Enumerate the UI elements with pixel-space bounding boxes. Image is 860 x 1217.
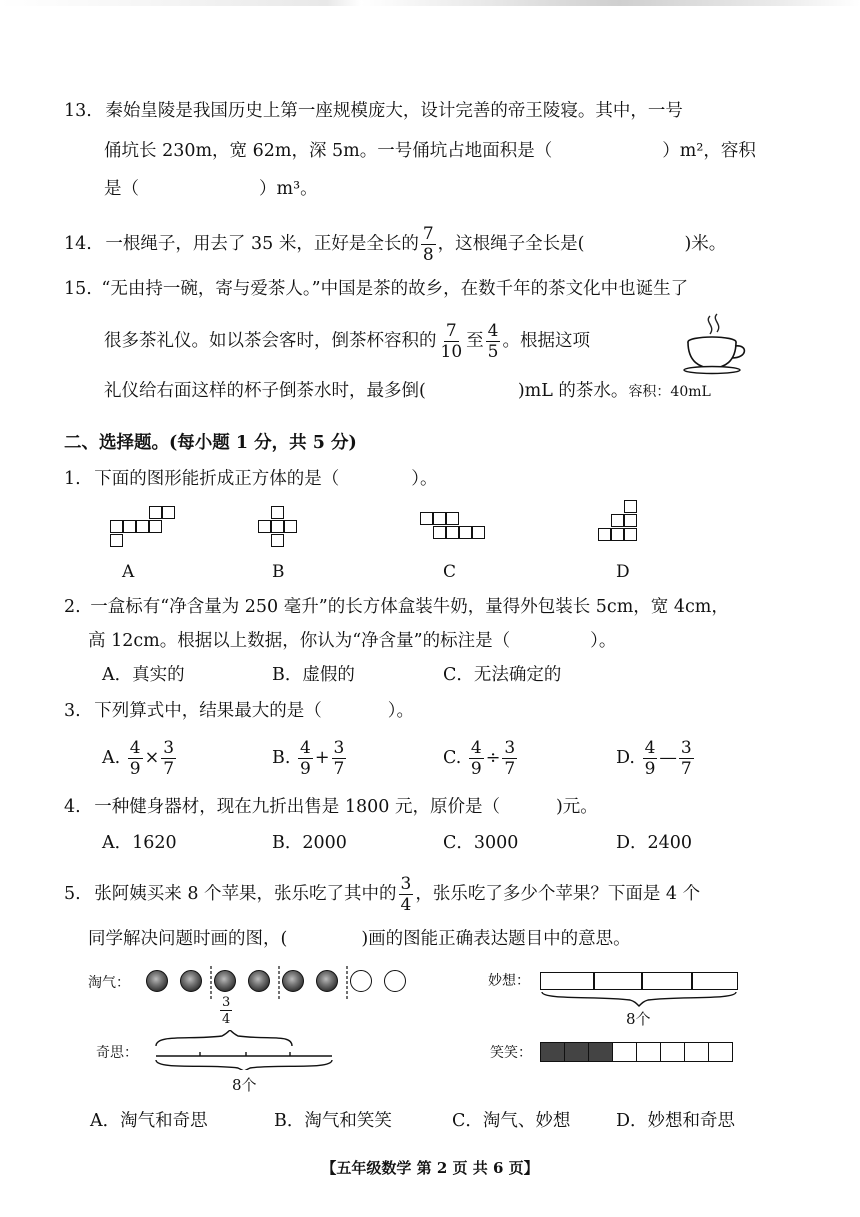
q13-text2a: 俑坑长 230m，宽 62m，深 5m。一号俑坑占地面积是（ bbox=[104, 141, 553, 161]
q15-fraction-2: $\frac{4}{5}$ bbox=[487, 320, 499, 362]
q15-cup-capacity: 容积：40mL bbox=[628, 384, 711, 400]
q15-line1 bbox=[64, 276, 688, 302]
q14-line bbox=[64, 224, 726, 264]
q13-line1 bbox=[64, 98, 683, 124]
c4-option-b[interactable]: B．2000 bbox=[272, 833, 347, 853]
q15-text1: “无由持一碗，寄与爱茶人。”中国是茶的故乡，在数千年的茶文化中也诞生了 bbox=[101, 279, 689, 299]
c2-text1: 一盒标有“净含量为 250 毫升”的长方体盒装牛奶，量得外包装长 5cm，宽 4cm， bbox=[90, 597, 729, 617]
q15-text3b: )mL 的茶水。 bbox=[517, 381, 629, 401]
c2-line1 bbox=[64, 594, 729, 620]
c5-text1b: ，张乐吃了多少个苹果？下面是 4 个 bbox=[415, 884, 701, 904]
c3-option-b[interactable]: B. $\frac{4}{9}$ + $\frac{3}{7}$ bbox=[272, 737, 345, 779]
qisi-label: 奇思： bbox=[96, 1045, 138, 1061]
c5-option-c[interactable]: C．淘气、妙想 bbox=[452, 1111, 571, 1131]
c4-text-a: 一种健身器材，现在九折出售是 1800 元，原价是（ bbox=[94, 797, 500, 817]
q13-text1: 秦始皇陵是我国历史上第一座规模庞大，设计完善的帝王陵寝。其中，一号 bbox=[105, 101, 683, 121]
q15-text2c: 。根据这项 bbox=[502, 331, 590, 351]
xiaoxiao-cell bbox=[612, 1042, 637, 1062]
cube-net-b bbox=[258, 506, 302, 548]
miaoxiang-bar bbox=[540, 972, 738, 990]
taoqi-label: 淘气： bbox=[88, 975, 130, 991]
apple-circle bbox=[384, 970, 406, 992]
c2-number: 2. bbox=[64, 597, 81, 617]
xiaoxiao-cell bbox=[636, 1042, 661, 1062]
c3-text-a: 下列算式中，结果最大的是（ bbox=[94, 701, 322, 721]
cube-net-d bbox=[598, 500, 642, 548]
xiaoxiao-cell bbox=[708, 1042, 733, 1062]
c3-option-a[interactable]: A. $\frac{4}{9}$ × $\frac{3}{7}$ bbox=[102, 737, 175, 779]
c4-option-c[interactable]: C．3000 bbox=[443, 833, 519, 853]
q13-text3a: 是（ bbox=[104, 179, 139, 199]
q13-text2b: ）m²，容积 bbox=[662, 141, 756, 161]
c5-text2a: 同学解决问题时画的图，( bbox=[88, 929, 288, 949]
teacup-icon bbox=[682, 312, 752, 376]
c5-option-b[interactable]: B．淘气和笑笑 bbox=[274, 1111, 392, 1131]
c3-line bbox=[64, 698, 414, 724]
miaoxiang-total: 8个 bbox=[626, 1010, 651, 1028]
c5-option-d[interactable]: D．妙想和奇思 bbox=[616, 1111, 736, 1131]
c1-option-d[interactable]: D bbox=[616, 562, 630, 582]
c5-fraction: $\frac{3}{4}$ bbox=[400, 873, 412, 915]
xiaoxiao-cell bbox=[540, 1042, 565, 1062]
c5-text2b: )画的图能正确表达题目中的意思。 bbox=[361, 929, 631, 949]
c2-option-b[interactable]: B．虚假的 bbox=[272, 665, 355, 685]
q15-text2a: 很多茶礼仪。如以茶会客时，倒茶杯容积的 bbox=[104, 331, 437, 351]
c4-option-a[interactable]: A．1620 bbox=[102, 833, 177, 853]
c5-line2 bbox=[88, 926, 631, 952]
c5-number: 5. bbox=[64, 884, 81, 904]
q14-text-c: )米。 bbox=[684, 234, 727, 254]
q15-fraction-1: $\frac{7}{10}$ bbox=[440, 320, 463, 362]
qisi-diagram bbox=[150, 1030, 350, 1070]
apple-circle bbox=[180, 970, 202, 992]
q14-number: 14. bbox=[64, 234, 92, 254]
q14-fraction: $\frac{7}{8}$ bbox=[422, 223, 434, 265]
c3-text-b: ）。 bbox=[387, 701, 415, 721]
c3-option-d[interactable]: D. $\frac{4}{9}$ — $\frac{3}{7}$ bbox=[616, 737, 692, 779]
q15-text3a: 礼仪给右面这样的杯子倒茶水时，最多倒( bbox=[104, 381, 426, 401]
cube-net-c bbox=[420, 512, 486, 542]
cube-net-a bbox=[110, 506, 174, 548]
page-footer: 【五年级数学 第 2 页 共 6 页】 bbox=[321, 1159, 539, 1177]
q13-text3b: ）m³。 bbox=[259, 179, 318, 199]
qisi-fraction: $\frac{3}{4}$ bbox=[222, 995, 231, 1027]
c3-number: 3. bbox=[64, 701, 81, 721]
q15-text2b: 至 bbox=[466, 331, 484, 351]
c1-text-b: ）。 bbox=[411, 469, 438, 489]
xiaoxiao-cell bbox=[564, 1042, 589, 1062]
q13-line3 bbox=[104, 176, 318, 202]
c2-text2a: 高 12cm。根据以上数据，你认为“净含量”的标注是（ bbox=[88, 631, 511, 651]
c1-number: 1. bbox=[64, 469, 81, 489]
c1-line bbox=[64, 466, 438, 492]
c1-option-a[interactable]: A bbox=[122, 562, 135, 582]
c4-line bbox=[64, 794, 598, 820]
xiaoxiao-label: 笑笑： bbox=[490, 1045, 532, 1061]
q13-line2 bbox=[104, 138, 756, 164]
c4-option-d[interactable]: D．2400 bbox=[616, 833, 693, 853]
miaoxiang-label: 妙想： bbox=[488, 973, 530, 989]
c1-option-c[interactable]: C bbox=[443, 562, 457, 582]
q14-text-b: ，这根绳子全长是( bbox=[437, 234, 585, 254]
c5-text1a: 张阿姨买来 8 个苹果，张乐吃了其中的 bbox=[94, 884, 397, 904]
c4-number: 4. bbox=[64, 797, 81, 817]
c2-option-a[interactable]: A．真实的 bbox=[102, 665, 185, 685]
q13-number: 13. bbox=[64, 101, 92, 121]
q15-line3 bbox=[104, 378, 711, 405]
c3-option-c[interactable]: C. $\frac{4}{9}$ ÷ $\frac{3}{7}$ bbox=[443, 737, 516, 779]
c1-text-a: 下面的图形能折成正方体的是（ bbox=[94, 469, 340, 489]
q15-number: 15. bbox=[64, 279, 92, 299]
c5-line1 bbox=[64, 872, 700, 916]
c2-option-c[interactable]: C．无法确定的 bbox=[443, 665, 562, 685]
c2-line2 bbox=[88, 628, 616, 654]
c1-option-b[interactable]: B bbox=[272, 562, 285, 582]
xiaoxiao-cell bbox=[684, 1042, 709, 1062]
top-edge bbox=[0, 0, 860, 6]
xiaoxiao-cell bbox=[660, 1042, 685, 1062]
q14-text-a: 一根绳子，用去了 35 米，正好是全长的 bbox=[105, 234, 419, 254]
section-2-title: 二、选择题。(每小题 1 分，共 5 分) bbox=[64, 433, 357, 453]
c4-text-b: )元。 bbox=[555, 797, 598, 817]
c5-option-a[interactable]: A．淘气和奇思 bbox=[90, 1111, 208, 1131]
xiaoxiao-cell bbox=[588, 1042, 613, 1062]
qisi-total: 8个 bbox=[232, 1076, 257, 1094]
apple-circle bbox=[146, 970, 168, 992]
c2-text2b: ）。 bbox=[590, 631, 617, 651]
q15-line2 bbox=[104, 318, 590, 364]
